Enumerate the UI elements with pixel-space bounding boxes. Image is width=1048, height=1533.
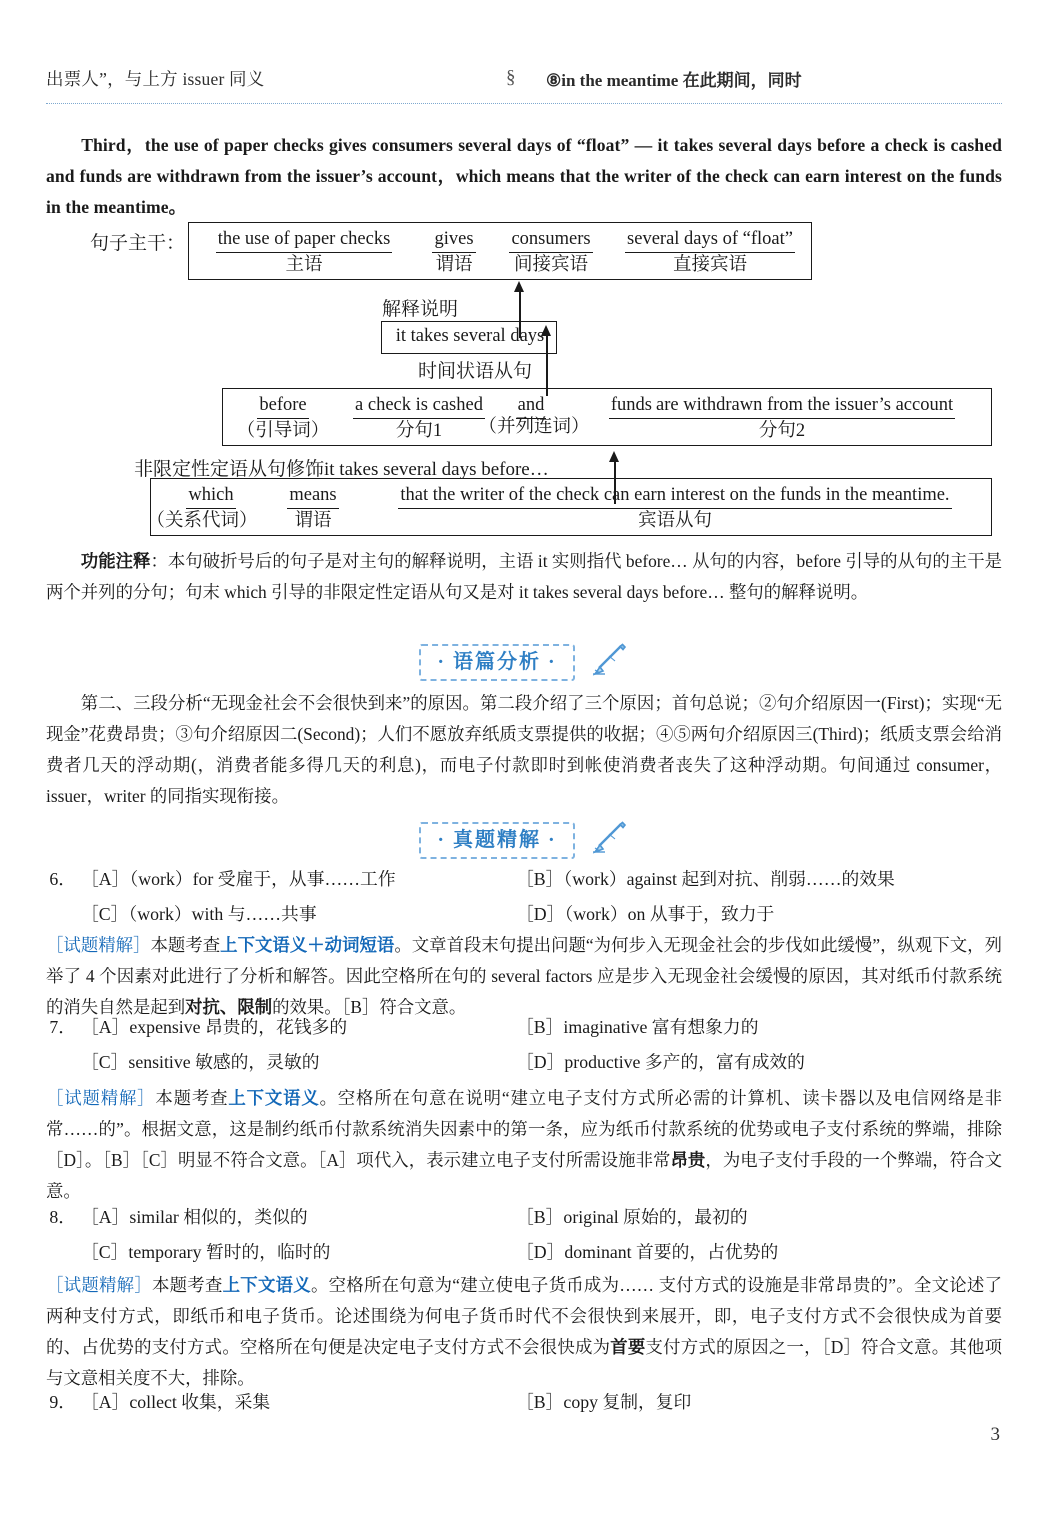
question-8-option-c[interactable]: ［C］temporary 暂时的，临时的 <box>81 1242 331 1262</box>
before-clause-2-predicate-en: are withdrawn from the issuer’s account <box>654 393 955 419</box>
explain-rest2-6: 的效果。［B］符合文意。 <box>272 997 467 1017</box>
question-7-option-c[interactable]: ［C］sensitive 敏感的，灵敏的 <box>81 1052 320 1072</box>
relative-clause-label: 非限定性定语从句修饰it takes several days before… <box>134 459 549 480</box>
question-6-option-c[interactable]: ［C］（work）with 与……共事 <box>81 904 317 924</box>
explain-bold-6: 对抗、限制 <box>185 997 273 1017</box>
discourse-analysis-paragraph: 第二、三段分析“无现金社会不会很快到来”的原因。第二段介绍了三个原因；首句总说；②句介绍原因一(First)；实现“无现金”花费昂贵；③句介绍原因二(Second)；人们不愿放弃纸质支票提供的收据；④⑤两句介绍原因三(Third)；纸质支票会给消费者几天的浮动期(，消费者能多得几天的利息)，而电子付款即时到帐使消费者丧失了这种浮动期。句间通过 consumer，issuer，writer 的同指实现衔接。 <box>46 693 1002 806</box>
question-6-option-d[interactable]: ［D］（work）on 从事于，致力于 <box>516 904 775 924</box>
question-7-option-d[interactable]: ［D］productive 多产的，富有成效的 <box>516 1052 805 1072</box>
question-6-option-a[interactable]: ［A］（work）for 受雇于，从事……工作 <box>81 869 396 889</box>
relative-arrow-head <box>609 451 619 462</box>
explain-bold-8: 首要 <box>610 1337 646 1357</box>
sentence-structure-diagram <box>46 222 1002 542</box>
which-clause-relative-en: which <box>186 483 235 509</box>
banner-discourse-label: · 语篇分析 · <box>419 644 574 681</box>
explain-lead-7: 本题考查 <box>155 1088 229 1108</box>
question-9-number: 9． <box>49 1392 76 1412</box>
question-8-options <box>46 1200 1002 1270</box>
question-9-options <box>46 1385 1002 1420</box>
main-clause-direct-object-cn: 直接宾语 <box>672 255 747 275</box>
explain-rest1-6: 。文章首段末句提出问题“为何步入无现金社会的步伐如此缓慢”，纵观下文，列举了 4 个因素对此进行了分析和解答。因此空格所在句的 several factors 应是步入无现金社会缓慢的原因，其对纸币付款系统的消失自然是起到 <box>46 935 1002 1017</box>
question-6-option-b[interactable]: ［B］（work）against 起到对抗、削弱……的效果 <box>516 869 895 889</box>
question-7-options <box>46 1010 1002 1080</box>
option-row <box>46 1385 1002 1420</box>
which-clause-verb-cn: 谓语 <box>294 511 332 531</box>
question-6-options <box>46 862 1002 932</box>
explain-keyword-6: 上下文语义＋动词短语 <box>220 935 395 955</box>
explain-rest1-8: 。空格所在句意为“建立使电子货币成为…… 支付方式的设施是非常昂贵的”。全文论述了两种支付方式，即纸币和电子货币。论述围绕为何电子货币时代不会很快到来展开，即，电子支付方式不会很快成为首要的、占优势的支付方式。空格所在句便是决定电子支付方式不会很快成为 <box>46 1275 1002 1357</box>
explain-arrow-head <box>514 281 524 292</box>
before-clause-conj-en: before <box>257 393 308 419</box>
before-clause-2-subject-en: funds <box>609 393 654 419</box>
option-row <box>46 1010 1002 1045</box>
explain-label-7: ［试题精解］ <box>46 1088 156 1108</box>
explain-lead-6: 本题考查 <box>150 935 221 955</box>
explain-label: 解释说明 <box>382 299 459 320</box>
main-clause-direct-object-en: several days of “float” <box>625 227 795 253</box>
main-clause-verb-cn: 谓语 <box>435 255 473 275</box>
explain-bold-7: 昂贵 <box>670 1150 706 1170</box>
before-clause-1-en: a check is cashed <box>353 393 485 419</box>
banner-discourse-analysis <box>0 640 1048 684</box>
function-note <box>46 546 1002 608</box>
explain-rest2-8: 支付方式的原因之一，［D］符合文意。其他项与文意相关度不大，排除。 <box>46 1337 1002 1388</box>
running-header-left: 出票人”，与上方 issuer 同义 <box>46 69 265 89</box>
main-clause-subject-en: the use of paper checks <box>216 227 393 253</box>
banner-exam-label: · 真题精解 · <box>419 822 574 859</box>
explain-rest2-7: ，为电子支付手段的一个弊端，符合文意。 <box>46 1150 1002 1201</box>
option-row <box>46 862 1002 897</box>
section-mark-icon: § <box>506 67 516 88</box>
banner-exam-explanation <box>0 818 1048 862</box>
question-6-number: 6． <box>49 869 76 889</box>
explain-label-6: ［试题精解］ <box>46 935 151 955</box>
which-clause-object-cn: 宾语从句 <box>637 511 712 531</box>
time-clause-label: 时间状语从句 <box>418 361 533 382</box>
question-7-option-a[interactable]: ［A］expensive 昂贵的，花钱多的 <box>81 1017 348 1037</box>
main-clause-subject-cn: 主语 <box>285 255 323 275</box>
question-8-option-b[interactable]: ［B］original 原始的，最初的 <box>516 1207 748 1227</box>
explain-keyword-8: 上下文语义 <box>222 1275 311 1295</box>
option-row <box>46 1235 1002 1270</box>
which-clause-relative-cn: （关系代词） <box>146 511 258 531</box>
before-clause-and-en: and <box>516 393 547 419</box>
time-clause-arrow-head <box>541 325 551 336</box>
function-note-label: 功能注释 <box>80 551 151 571</box>
running-header-right: ⑧in the meantime 在此期间，同时 <box>546 71 802 90</box>
diagram-stem-label: 句子主干： <box>90 233 186 254</box>
before-clause-2-cn: 分句2 <box>758 421 806 441</box>
question-7-number: 7． <box>49 1017 76 1037</box>
which-clause-verb-en: means <box>287 483 338 509</box>
lead-paragraph: Third，the use of paper checks gives consumers several days of “float” — it takes several days before a check is cashed and funds are withdrawn from the issuer’s account，which means that the writer of the check can earn interest on the funds in the meantime。 <box>46 135 1002 217</box>
time-clause-text: it takes several days <box>395 326 545 346</box>
before-clause-conj-cn: （引导词） <box>236 421 330 441</box>
main-clause-indirect-object-cn: 间接宾语 <box>513 255 588 275</box>
question-9-option-a[interactable]: ［A］collect 收集，采集 <box>81 1392 271 1412</box>
question-8-option-a[interactable]: ［A］similar 相似的，类似的 <box>81 1207 308 1227</box>
which-clause-object-en: that the writer of the check can earn interest on the funds in the meantime. <box>398 483 951 509</box>
function-note-text: ：本句破折号后的句子是对主句的解释说明，主语 it 实则指代 before… 从句的内容，before 引导的从句的主干是两个并列的分句；句末 which 引导的非限定性定语从句又是对 it takes several days before… 整句的解释说明。 <box>46 551 1002 602</box>
pen-icon <box>589 821 629 860</box>
before-clause-and-cn: （并列连词） <box>478 417 590 437</box>
option-row <box>46 1045 1002 1080</box>
option-row <box>46 897 1002 932</box>
option-row <box>46 1200 1002 1235</box>
explain-label-8: ［试题精解］ <box>46 1275 152 1295</box>
before-clause-1-cn: 分句1 <box>395 421 443 441</box>
question-8-option-d[interactable]: ［D］dominant 首要的，占优势的 <box>516 1242 779 1262</box>
explain-rest1-7: 。空格所在句意在说明“建立电子支付方式所必需的计算机、读卡器以及电信网络是非常……的”。根据文意，这是制约纸币付款系统消失因素中的第一条，应为纸币付款系统的优势或电子支付系统的弊端，排除［D］。［B］［C］明显不符合文意。［A］项代入，表示建立电子支付所需设施非常 <box>46 1088 1002 1170</box>
header-divider <box>46 103 1002 104</box>
main-clause-indirect-object-en: consumers <box>509 227 592 253</box>
question-9-option-b[interactable]: ［B］copy 复制，复印 <box>516 1392 692 1412</box>
question-7-explanation <box>46 1083 1002 1207</box>
question-8-explanation <box>46 1270 1002 1394</box>
page-number: 3 <box>990 1424 1000 1445</box>
question-8-number: 8． <box>49 1207 76 1227</box>
explain-keyword-7: 上下文语义 <box>228 1088 320 1108</box>
running-header <box>46 66 1002 100</box>
pen-icon <box>589 643 629 682</box>
main-clause-verb-en: gives <box>432 227 475 253</box>
explain-lead-8: 本题考查 <box>151 1275 223 1295</box>
time-clause-arrow-line <box>546 336 548 396</box>
question-7-option-b[interactable]: ［B］imaginative 富有想象力的 <box>516 1017 759 1037</box>
